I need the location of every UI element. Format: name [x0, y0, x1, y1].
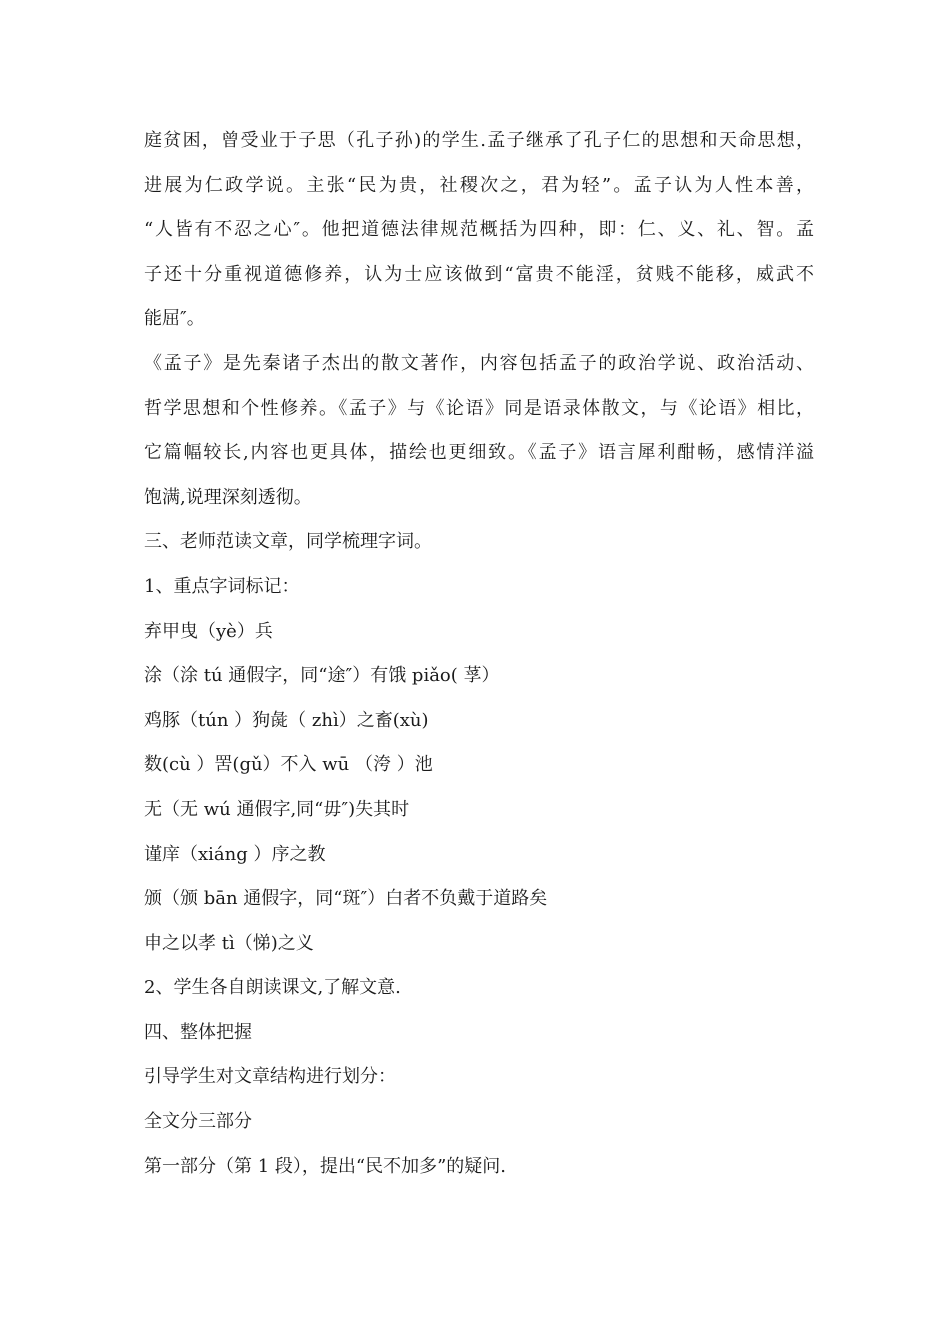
subsection-two-text: 2、学生各自朗读课文,了解文意. — [144, 977, 401, 999]
text-line: 饱满,说理深刻透彻。 — [144, 486, 312, 508]
vocab-item: 颁（颁 bān 通假字，同“斑″）白者不负戴于道路矣 — [144, 888, 548, 910]
text-line: 庭贫困，曾受业于子思（孔子孙)的学生.孟子继承了孔子仁的思想和天命思想， — [144, 130, 814, 151]
structure-intro: 引导学生对文章结构进行划分： — [144, 1066, 396, 1088]
vocab-item: 弃甲曳（yè）兵 — [144, 620, 273, 642]
section-four-heading: 四、整体把握 — [144, 1021, 252, 1043]
text-line: 进展为仁政学说。主张“民为贵，社稷次之，君为轻”。孟子认为人性本善， — [144, 174, 814, 196]
structure-summary: 全文分三部分 — [144, 1111, 252, 1133]
paragraph-mengzi-book — [144, 342, 814, 520]
text-line: 哲学思想和个性修养。《孟子》与《论语》同是语录体散文，与《论语》相比， — [144, 397, 814, 419]
subsection-one-heading: 1、重点字词标记： — [144, 575, 300, 597]
vocab-item: 申之以孝 tì（悌)之义 — [144, 932, 314, 954]
text-line: “人皆有不忍之心″。他把道德法律规范概括为四种，即：仁、义、礼、智。孟 — [144, 219, 814, 241]
text-line: 《孟子》是先秦诸子杰出的散文著作，内容包括孟子的政治学说、政治活动、 — [144, 352, 814, 374]
vocab-item: 谨庠（xiáng ）序之教 — [144, 843, 326, 865]
paragraph-mengzi-life — [144, 119, 814, 342]
text-line: 子还十分重视道德修养，认为士应该做到“富贵不能淫，贫贱不能移，威武不 — [144, 263, 814, 285]
vocab-list — [144, 610, 814, 967]
text-line: 它篇幅较长,内容也更具体，描绘也更细致。《孟子》语言犀利酣畅，感情洋溢 — [144, 442, 814, 464]
part-one-text: 第一部分（第 1 段），提出“民不加多”的疑问. — [144, 1155, 507, 1177]
section-three-heading: 三、老师范读文章，同学梳理字词。 — [144, 531, 432, 553]
vocab-item: 鸡豚（tún ）狗彘（ zhì）之畜(xù) — [144, 709, 429, 731]
text-line: 能屈″。 — [144, 308, 205, 330]
document-body — [144, 119, 814, 1189]
vocab-item: 无（无 wú 通假字,同“毋″)失其时 — [144, 798, 410, 820]
vocab-item: 数(cù ）罟(gǔ）不入 wū （洿 ）池 — [144, 754, 433, 776]
vocab-item: 涂（涂 tú 通假字，同“途″）有饿 piǎo( 莩） — [144, 665, 500, 687]
